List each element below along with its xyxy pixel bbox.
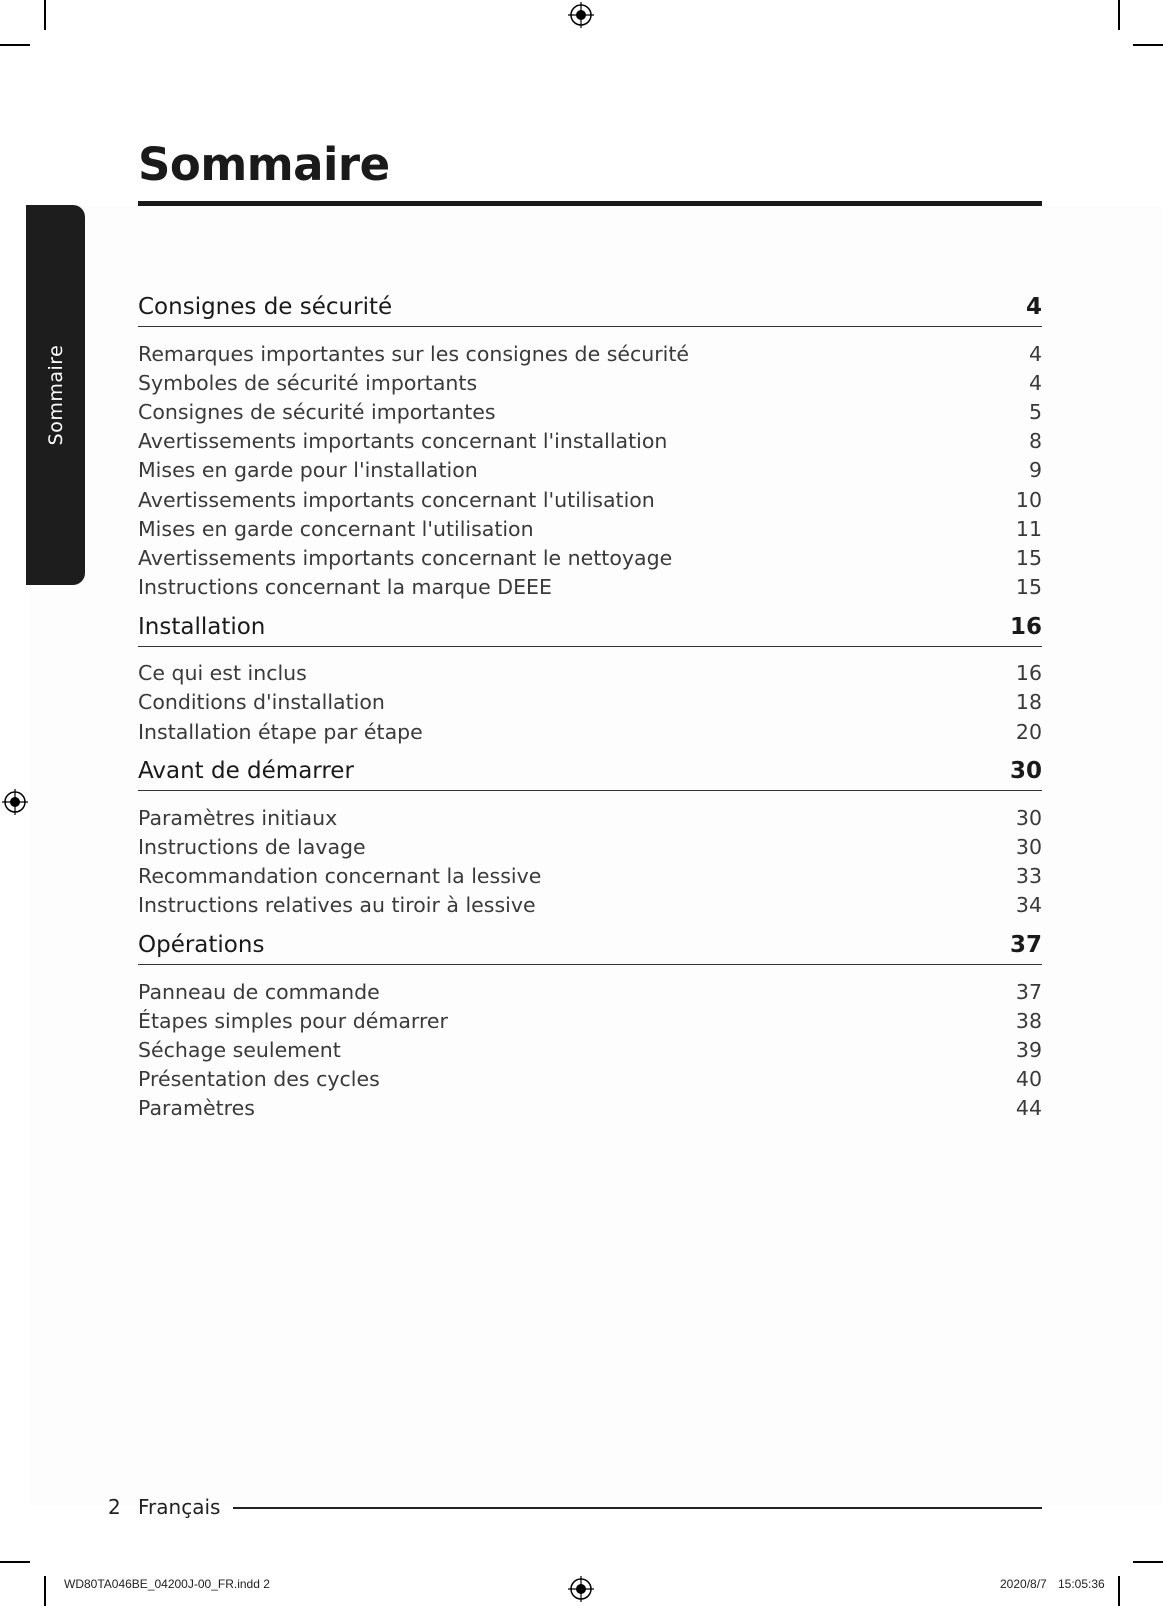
footer-page-number: 2 [108, 1495, 121, 1519]
table-of-contents [138, 288, 1042, 1129]
toc-entry[interactable] [138, 573, 1042, 602]
crop-mark-top-left-v [44, 0, 46, 30]
toc-section [138, 288, 1042, 602]
toc-section [138, 752, 1042, 920]
toc-section-heading[interactable] [138, 752, 1042, 791]
toc-entry-page: 20 [1015, 719, 1042, 744]
side-tab-label: Sommaire [44, 344, 67, 446]
toc-entry-label: Instructions relatives au tiroir à lessive [138, 893, 536, 918]
toc-section-heading[interactable] [138, 288, 1042, 327]
toc-entry-label: Conditions d'installation [138, 690, 385, 715]
toc-entry[interactable] [138, 339, 1042, 368]
toc-entry[interactable] [138, 717, 1042, 746]
toc-entry[interactable] [138, 368, 1042, 397]
toc-entry-label: Présentation des cycles [138, 1067, 380, 1092]
toc-section-page: 37 [1009, 932, 1042, 958]
toc-entry[interactable] [138, 543, 1042, 572]
toc-section-page: 30 [1009, 758, 1042, 785]
toc-section-page: 16 [1009, 613, 1042, 640]
toc-entry-label: Mises en garde pour l'installation [138, 458, 478, 483]
toc-entry-label: Panneau de commande [138, 979, 380, 1004]
toc-entry[interactable] [138, 456, 1042, 485]
registration-mark-icon [2, 789, 28, 815]
toc-section [138, 926, 1042, 1123]
toc-section-title: Consignes de sécurité [138, 294, 393, 320]
crop-mark-bottom-left-h [0, 1561, 30, 1563]
toc-entry[interactable] [138, 1065, 1042, 1094]
crop-mark-top-left-h [0, 44, 30, 46]
toc-entry-label: Consignes de sécurité importantes [138, 399, 496, 424]
toc-entry-label: Symboles de sécurité importants [138, 370, 478, 395]
toc-section-page: 4 [1025, 294, 1042, 320]
toc-entry-page: 4 [1028, 370, 1042, 395]
toc-entry[interactable] [138, 832, 1042, 861]
toc-entry[interactable] [138, 1035, 1042, 1064]
crop-mark-bottom-right-h [1133, 1561, 1163, 1563]
toc-entry-page: 11 [1015, 516, 1042, 541]
toc-section-title: Opérations [138, 932, 265, 958]
toc-entry-label: Recommandation concernant la lessive [138, 864, 542, 889]
toc-section [138, 608, 1042, 747]
toc-entry-page: 9 [1028, 458, 1042, 483]
toc-entry-page: 37 [1015, 979, 1042, 1004]
footer [108, 1495, 220, 1519]
toc-entry[interactable] [138, 514, 1042, 543]
slug-filename: WD80TA046BE_04200J-00_FR.indd 2 [64, 1577, 270, 1591]
page-title: Sommaire [138, 138, 390, 191]
toc-section-heading[interactable] [138, 926, 1042, 965]
toc-entry-label: Mises en garde concernant l'utilisation [138, 516, 534, 541]
toc-section-title: Avant de démarrer [138, 758, 354, 785]
toc-entry-page: 33 [1015, 864, 1042, 889]
side-tab [26, 205, 85, 585]
toc-entry-page: 8 [1028, 429, 1042, 454]
toc-entry[interactable] [138, 659, 1042, 688]
toc-entry-page: 4 [1028, 341, 1042, 366]
toc-entry-page: 18 [1015, 690, 1042, 715]
toc-entry-page: 15 [1015, 575, 1042, 600]
toc-entry[interactable] [138, 688, 1042, 717]
toc-entry[interactable] [138, 397, 1042, 426]
toc-entry-label: Avertissements importants concernant l'installation [138, 429, 668, 454]
crop-mark-bottom-right-v [1118, 1576, 1120, 1606]
footer-rule [233, 1507, 1042, 1509]
toc-entry-page: 30 [1015, 805, 1042, 830]
slug-date: 2020/8/7 [1000, 1577, 1047, 1591]
toc-entry[interactable] [138, 485, 1042, 514]
toc-entry-page: 34 [1015, 893, 1042, 918]
registration-mark-icon [568, 2, 594, 28]
toc-entry[interactable] [138, 1094, 1042, 1123]
toc-entry-page: 38 [1015, 1008, 1042, 1033]
crop-mark-top-right-h [1133, 44, 1163, 46]
toc-entry-label: Avertissements importants concernant l'utilisation [138, 487, 655, 512]
toc-entry-label: Remarques importantes sur les consignes de sécurité [138, 341, 690, 366]
toc-entry-label: Avertissements importants concernant le nettoyage [138, 545, 673, 570]
title-rule [138, 201, 1042, 206]
toc-entry-label: Paramètres [138, 1096, 255, 1121]
crop-mark-bottom-left-v [44, 1576, 46, 1606]
toc-entry-page: 15 [1015, 545, 1042, 570]
toc-entry-label: Paramètres initiaux [138, 805, 338, 830]
toc-entry-page: 16 [1015, 661, 1042, 686]
toc-section-heading[interactable] [138, 608, 1042, 647]
toc-entry-page: 39 [1015, 1037, 1042, 1062]
toc-entry-page: 5 [1028, 399, 1042, 424]
toc-entry-label: Installation étape par étape [138, 719, 423, 744]
toc-section-title: Installation [138, 613, 266, 640]
toc-entry-label: Séchage seulement [138, 1037, 341, 1062]
crop-mark-top-right-v [1118, 0, 1120, 30]
footer-language: Français [138, 1495, 221, 1519]
slug-time: 15:05:36 [1058, 1577, 1105, 1591]
toc-entry[interactable] [138, 1006, 1042, 1035]
toc-entry-label: Ce qui est inclus [138, 661, 307, 686]
toc-entry-label: Instructions concernant la marque DEEE [138, 575, 552, 600]
toc-entry[interactable] [138, 803, 1042, 832]
toc-entry-page: 10 [1015, 487, 1042, 512]
toc-entry-page: 44 [1015, 1096, 1042, 1121]
toc-entry-page: 40 [1015, 1067, 1042, 1092]
toc-entry[interactable] [138, 862, 1042, 891]
toc-entry-label: Instructions de lavage [138, 835, 366, 860]
toc-entry[interactable] [138, 977, 1042, 1006]
toc-entry-label: Étapes simples pour démarrer [138, 1008, 448, 1033]
toc-entry-page: 30 [1015, 835, 1042, 860]
registration-mark-icon [568, 1576, 594, 1602]
toc-entry[interactable] [138, 891, 1042, 920]
toc-entry[interactable] [138, 427, 1042, 456]
